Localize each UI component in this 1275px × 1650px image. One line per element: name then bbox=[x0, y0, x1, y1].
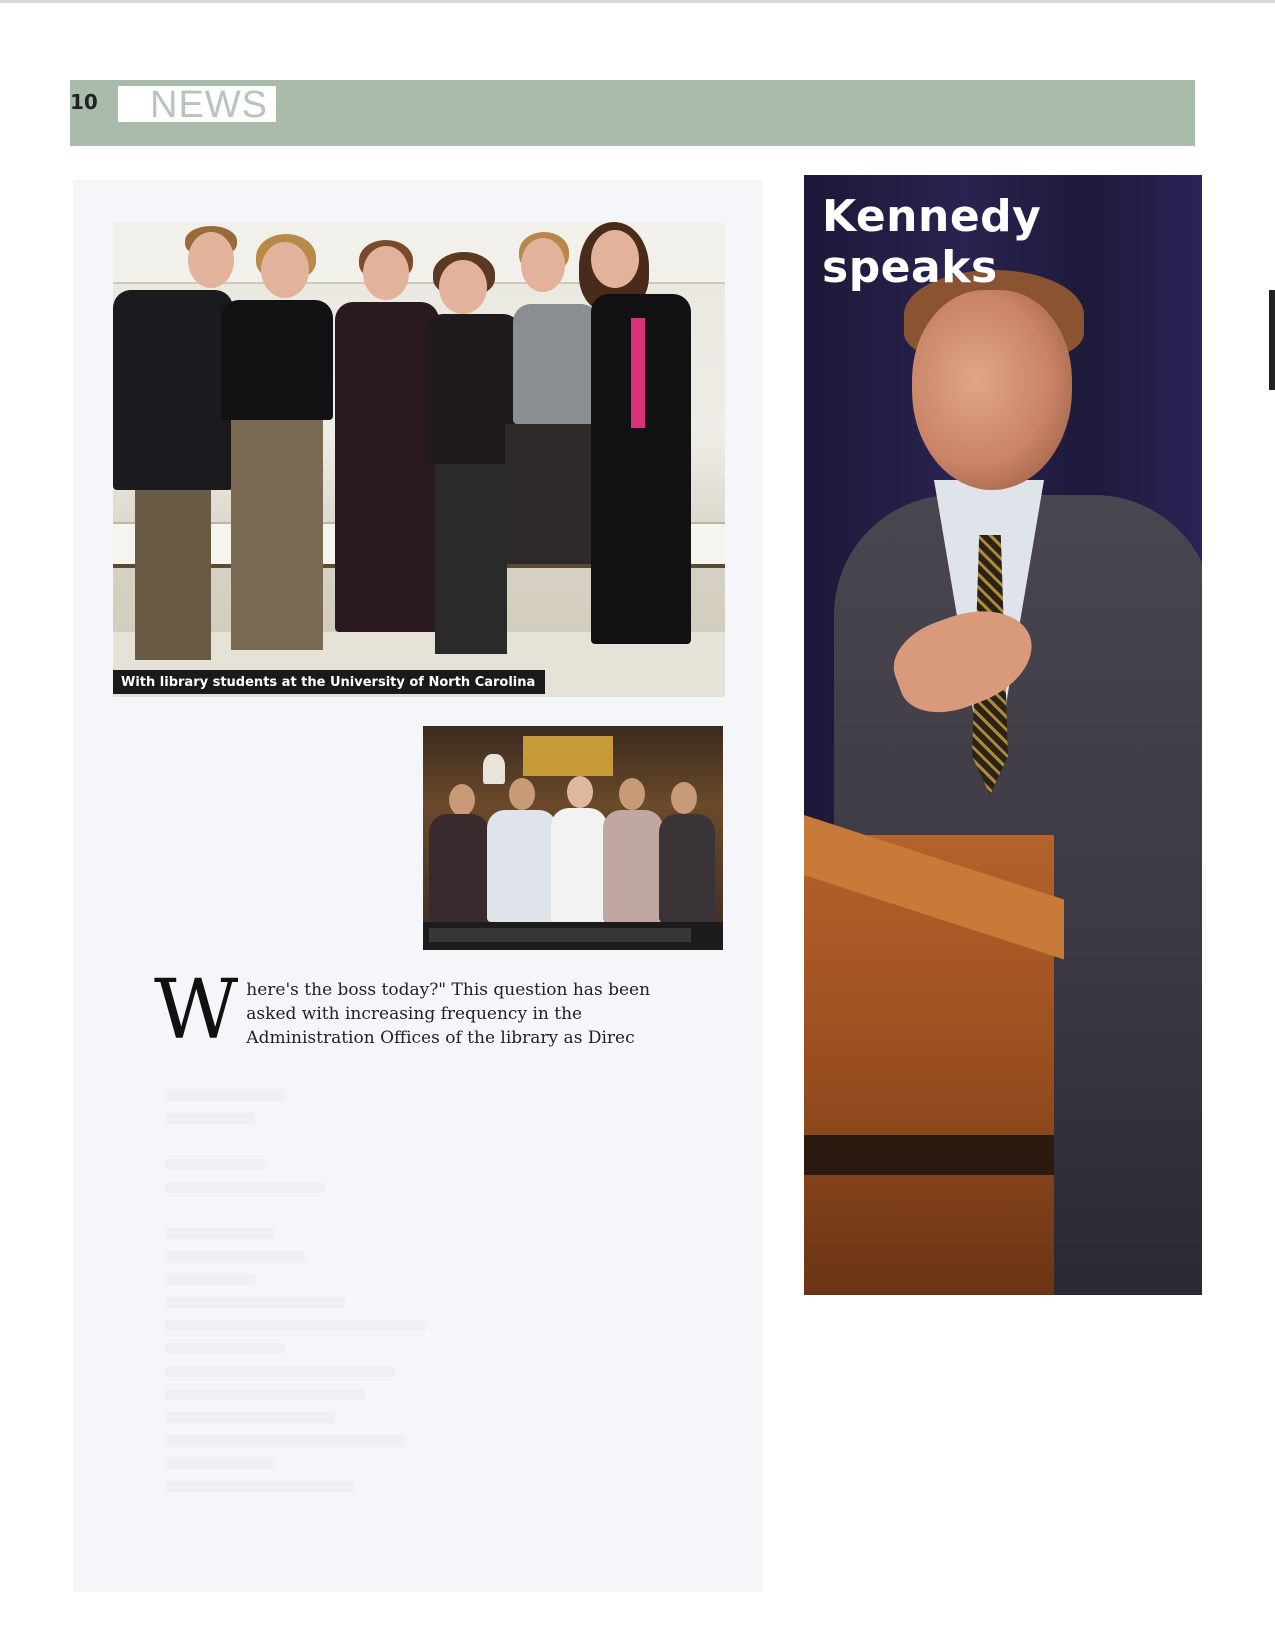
section-label: NEWS bbox=[150, 84, 268, 126]
faded-text-block bbox=[165, 1090, 565, 1504]
article-body bbox=[154, 963, 674, 1058]
podium-base bbox=[804, 1135, 1054, 1175]
photo-kennedy-speaking bbox=[804, 175, 1202, 1295]
photo-background-bust bbox=[483, 754, 505, 784]
page-number: 10 bbox=[70, 90, 98, 114]
speaker-head bbox=[912, 290, 1072, 490]
page-binding-edge bbox=[1269, 290, 1275, 390]
photo-background-banner bbox=[523, 736, 613, 776]
photo-caption: With library students at the University of North Carolina bbox=[113, 670, 545, 694]
photo-library-students bbox=[113, 222, 725, 697]
article-body-text: here's the boss today?" This question has been asked with increasing frequency in the Administration Offices of the library as Direc bbox=[246, 980, 651, 1048]
page-top-edge bbox=[0, 0, 1275, 3]
photo-group-visit bbox=[423, 726, 723, 950]
photo-caption-illegible bbox=[429, 928, 691, 942]
sidebar-title: Kennedy speaks bbox=[822, 191, 1042, 293]
drop-cap: W bbox=[154, 963, 239, 1058]
